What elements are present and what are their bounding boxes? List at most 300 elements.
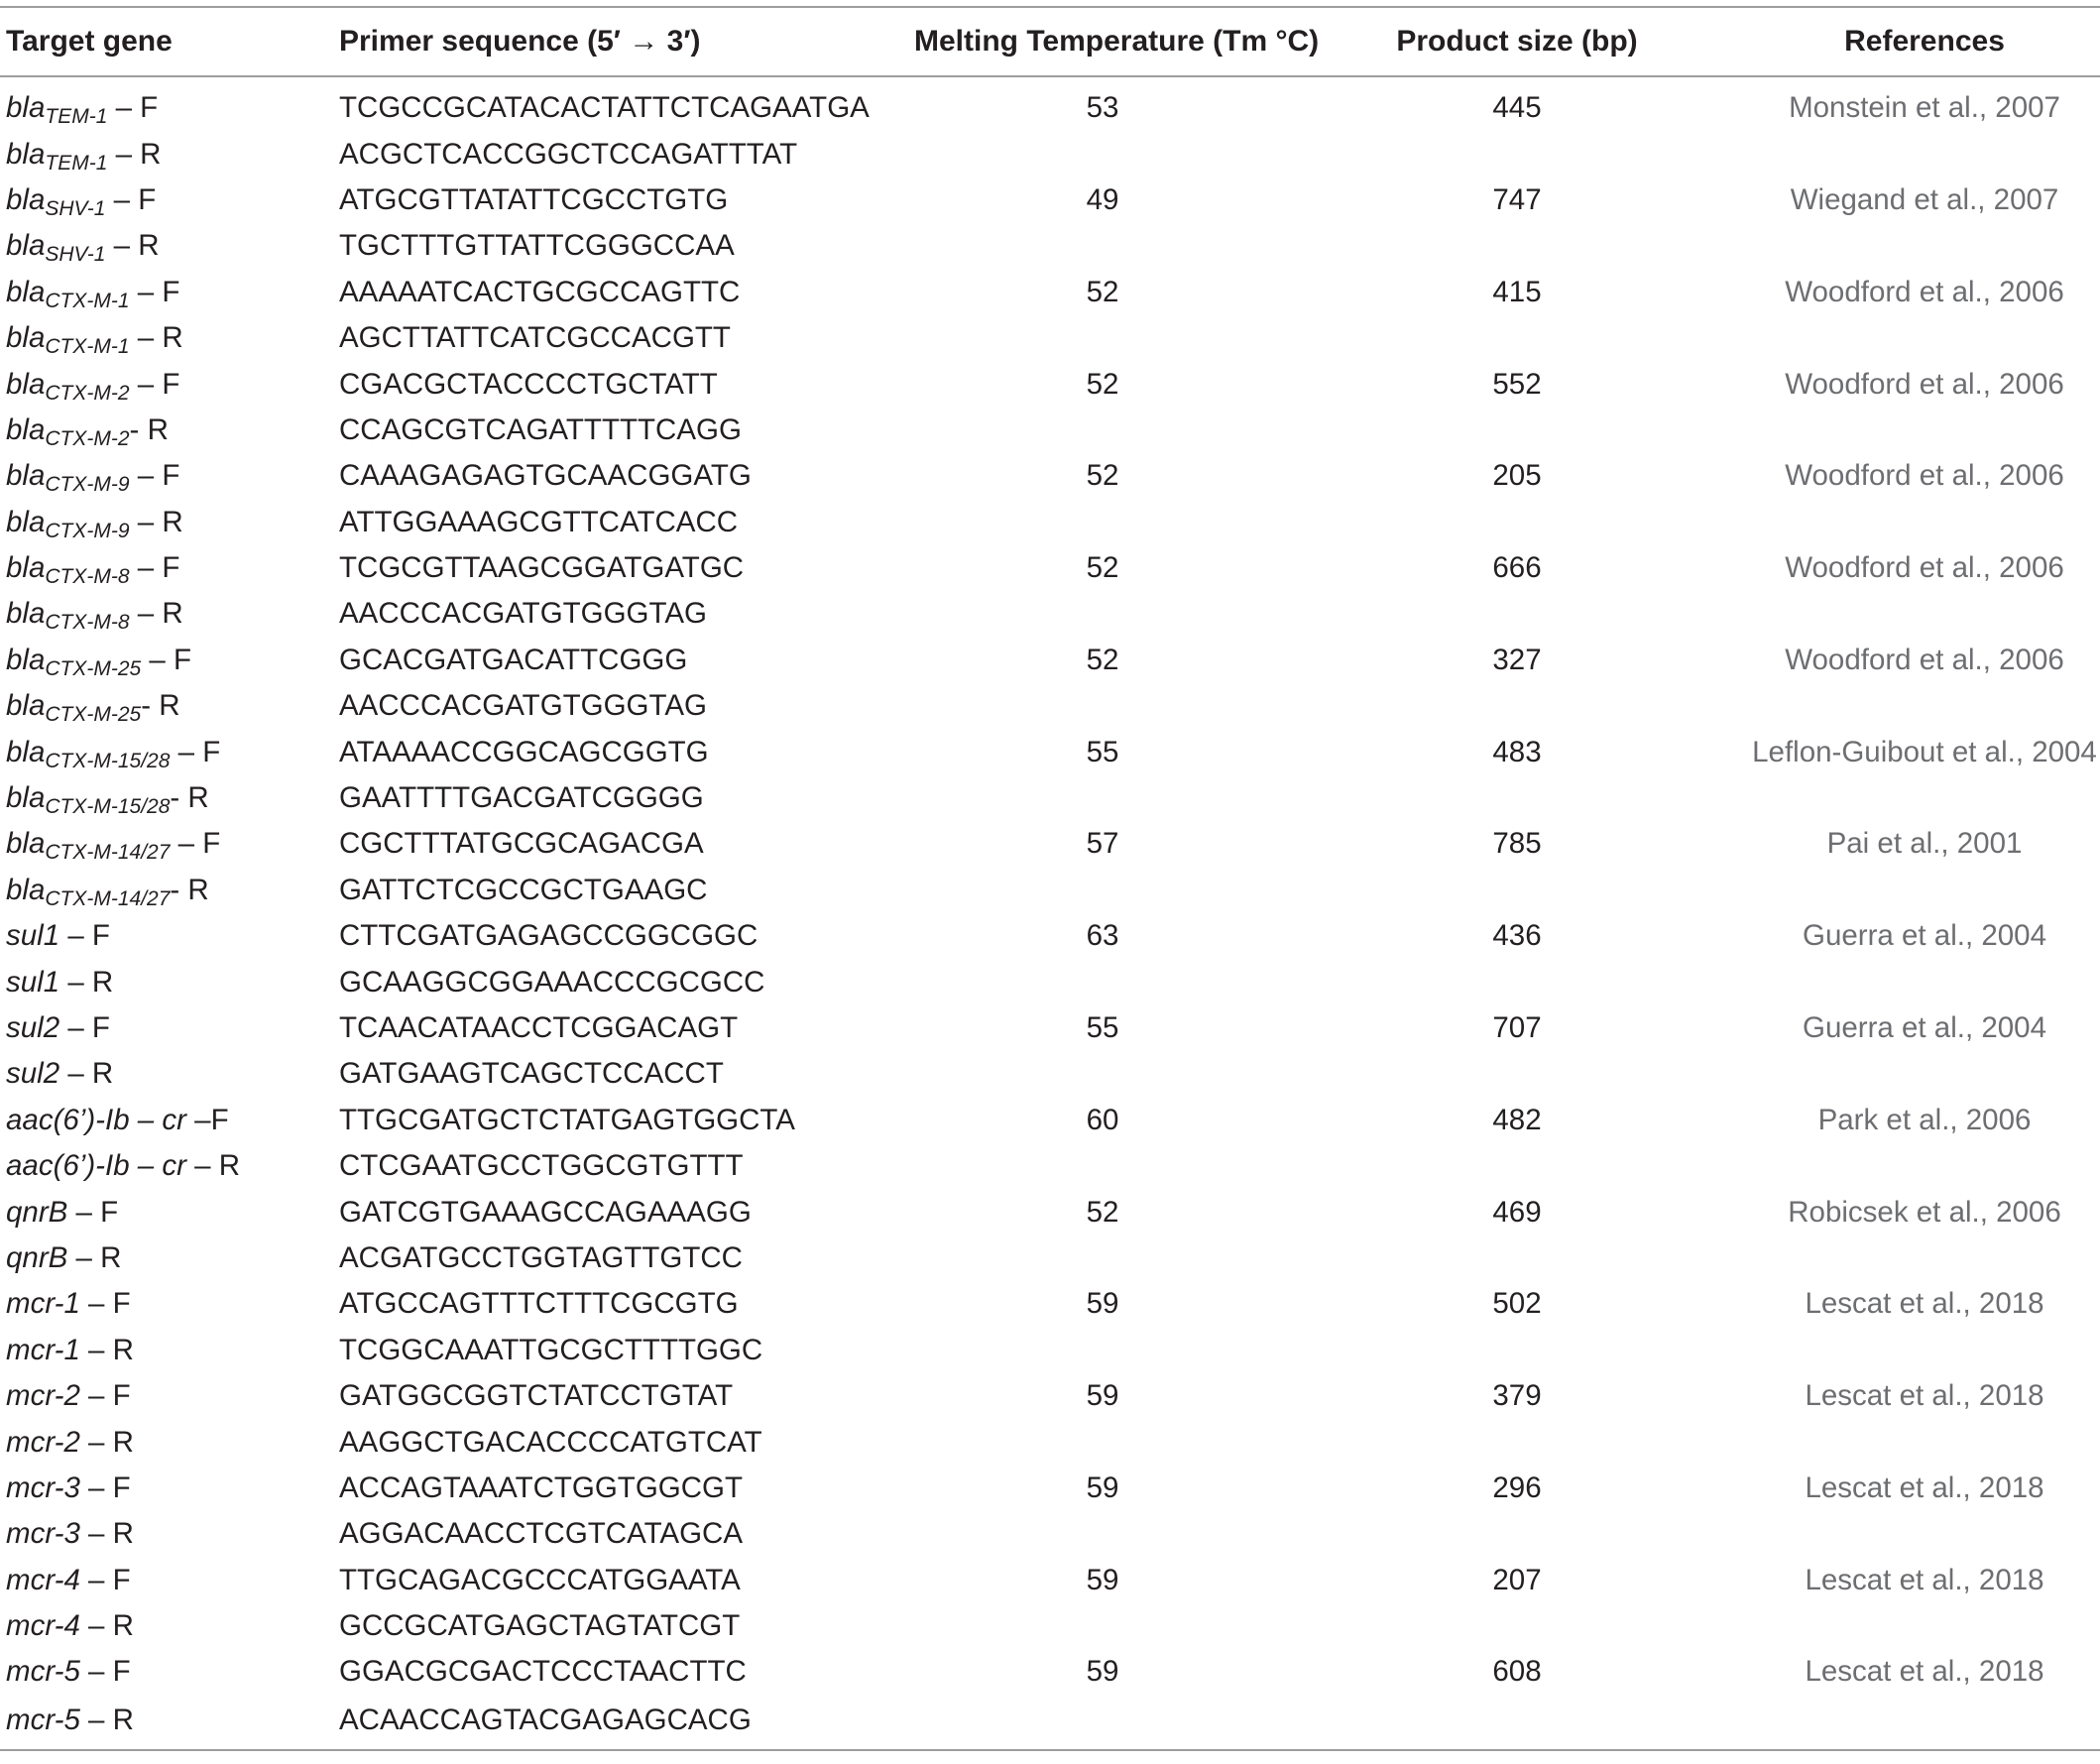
cell-target-gene xyxy=(0,177,339,223)
cell-product-size xyxy=(1291,775,1743,821)
gene-subscript: CTX-M-15/28 xyxy=(45,795,171,819)
gene-name: aac(6’)-Ib – cr xyxy=(6,1149,186,1183)
header-references: References xyxy=(1743,7,2100,76)
cell-melting-temperature xyxy=(914,500,1291,545)
gene-name: bla xyxy=(6,321,46,355)
cell-target-gene xyxy=(0,1558,339,1603)
gene-direction: - R xyxy=(141,689,180,723)
cell-melting-temperature: 55 xyxy=(1086,1011,1119,1044)
cell-reference: Leflon-Guibout et al., 2004 xyxy=(1752,735,2097,768)
gene-direction: – R xyxy=(67,1240,122,1274)
cell-target-gene xyxy=(0,545,339,591)
cell-melting-temperature: 59 xyxy=(1086,1470,1119,1504)
cell-primer-sequence: CTCGAATGCCTGGCGTGTTT xyxy=(339,1149,744,1183)
gene-subscript: CTX-M-14/27 xyxy=(45,886,171,910)
cell-primer-sequence: ATGCGTTATATTCGCCTGTG xyxy=(339,182,729,216)
table-row xyxy=(0,1005,2100,1051)
cell-target-gene xyxy=(0,270,339,315)
gene-direction: - R xyxy=(170,873,209,906)
cell-melting-temperature: 52 xyxy=(1086,551,1119,585)
cell-target-gene xyxy=(0,591,339,637)
cell-melting-temperature xyxy=(914,1051,1291,1097)
gene-direction: – R xyxy=(79,1609,134,1643)
cell-reference: Woodford et al., 2006 xyxy=(1785,459,2064,493)
gene-direction: – F xyxy=(105,182,157,216)
cell-primer-sequence: TTGCGATGCTCTATGAGTGGCTA xyxy=(339,1103,795,1136)
gene-subscript: SHV-1 xyxy=(45,243,106,267)
table-row xyxy=(0,453,2100,499)
cell-melting-temperature xyxy=(914,315,1291,361)
table-row xyxy=(0,76,2100,131)
cell-target-gene xyxy=(0,913,339,959)
gene-subscript: CTX-M-2 xyxy=(45,381,130,405)
cell-reference: Woodford et al., 2006 xyxy=(1785,367,2064,401)
cell-reference xyxy=(1743,500,2100,545)
gene-direction: – F xyxy=(79,1655,131,1689)
cell-target-gene xyxy=(0,315,339,361)
cell-reference xyxy=(1743,959,2100,1004)
gene-name: bla xyxy=(6,412,46,446)
cell-target-gene xyxy=(0,223,339,269)
cell-melting-temperature: 59 xyxy=(1086,1379,1119,1413)
cell-target-gene xyxy=(0,868,339,913)
gene-subscript: TEM-1 xyxy=(45,151,108,175)
primer-table-container xyxy=(0,6,2100,1751)
cell-primer-sequence: AAGGCTGACACCCCATGTCAT xyxy=(339,1425,762,1459)
gene-direction: –F xyxy=(185,1103,229,1136)
cell-reference: Lescat et al., 2018 xyxy=(1805,1655,2044,1689)
cell-primer-sequence: CCAGCGTCAGATTTTTCAGG xyxy=(339,412,742,446)
cell-product-size xyxy=(1291,591,1743,637)
cell-product-size xyxy=(1291,131,1743,176)
cell-product-size xyxy=(1291,868,1743,913)
gene-direction: – R xyxy=(79,1703,134,1736)
gene-name: mcr-1 xyxy=(6,1287,80,1321)
gene-direction: – F xyxy=(79,1470,131,1504)
cell-target-gene xyxy=(0,1466,339,1511)
gene-direction: – R xyxy=(79,1425,134,1459)
cell-melting-temperature: 60 xyxy=(1086,1103,1119,1136)
cell-target-gene xyxy=(0,1419,339,1465)
gene-subscript: SHV-1 xyxy=(45,196,106,220)
table-row xyxy=(0,1373,2100,1419)
gene-name: bla xyxy=(6,735,46,768)
cell-reference xyxy=(1743,315,2100,361)
cell-product-size xyxy=(1291,1419,1743,1465)
cell-primer-sequence: CGACGCTACCCCTGCTATT xyxy=(339,367,718,401)
gene-direction: – R xyxy=(79,1333,134,1366)
table-row xyxy=(0,1603,2100,1649)
cell-melting-temperature: 57 xyxy=(1086,827,1119,861)
gene-name: mcr-1 xyxy=(6,1333,80,1366)
gene-name: mcr-2 xyxy=(6,1379,80,1413)
gene-name: bla xyxy=(6,873,46,906)
gene-direction: - R xyxy=(170,781,209,815)
cell-melting-temperature xyxy=(914,1603,1291,1649)
cell-melting-temperature xyxy=(914,408,1291,453)
cell-melting-temperature: 52 xyxy=(1086,459,1119,493)
gene-subscript: CTX-M-25 xyxy=(45,656,142,680)
table-row xyxy=(0,1328,2100,1373)
table-row xyxy=(0,775,2100,821)
cell-product-size: 207 xyxy=(1492,1563,1542,1596)
gene-subscript: CTX-M-8 xyxy=(45,611,130,635)
cell-product-size xyxy=(1291,1511,1743,1557)
cell-primer-sequence: ACGCTCACCGGCTCCAGATTTAT xyxy=(339,137,798,171)
cell-melting-temperature xyxy=(914,683,1291,729)
cell-primer-sequence: TGCTTTGTTATTCGGGCCAA xyxy=(339,229,735,263)
cell-product-size xyxy=(1291,959,1743,1004)
cell-target-gene xyxy=(0,729,339,774)
cell-target-gene xyxy=(0,76,339,131)
cell-product-size: 436 xyxy=(1492,919,1542,953)
cell-target-gene xyxy=(0,131,339,176)
cell-primer-sequence: AGGACAACCTCGTCATAGCA xyxy=(339,1517,744,1551)
gene-direction: – R xyxy=(107,137,162,171)
cell-melting-temperature xyxy=(914,1419,1291,1465)
cell-product-size: 608 xyxy=(1492,1655,1542,1689)
cell-target-gene xyxy=(0,1603,339,1649)
table-row xyxy=(0,408,2100,453)
cell-primer-sequence: CAAAGAGAGTGCAACGGATG xyxy=(339,459,752,493)
cell-product-size xyxy=(1291,315,1743,361)
table-row xyxy=(0,591,2100,637)
table-row xyxy=(0,1189,2100,1235)
table-row xyxy=(0,821,2100,867)
gene-name: bla xyxy=(6,597,46,631)
gene-name: bla xyxy=(6,781,46,815)
cell-primer-sequence: TCGCCGCATACACTATTCTCAGAATGA xyxy=(339,91,870,125)
cell-reference xyxy=(1743,1235,2100,1281)
cell-melting-temperature: 55 xyxy=(1086,735,1119,768)
header-melting-temperature: Melting Temperature (Tm °C) xyxy=(914,7,1291,76)
cell-reference: Guerra et al., 2004 xyxy=(1803,919,2046,953)
cell-melting-temperature xyxy=(914,591,1291,637)
cell-primer-sequence: TCAACATAACCTCGGACAGT xyxy=(339,1011,739,1044)
cell-target-gene xyxy=(0,1005,339,1051)
cell-melting-temperature xyxy=(914,1235,1291,1281)
gene-subscript: TEM-1 xyxy=(45,105,108,129)
cell-melting-temperature xyxy=(914,1328,1291,1373)
gene-direction: – F xyxy=(79,1379,131,1413)
table-row xyxy=(0,545,2100,591)
cell-primer-sequence: TCGCGTTAAGCGGATGATGC xyxy=(339,551,745,585)
cell-target-gene xyxy=(0,683,339,729)
cell-primer-sequence: GCCGCATGAGCTAGTATCGT xyxy=(339,1609,741,1643)
cell-target-gene xyxy=(0,1098,339,1143)
cell-product-size: 327 xyxy=(1492,643,1542,676)
table-row xyxy=(0,683,2100,729)
gene-name: aac(6’)-Ib – cr xyxy=(6,1103,186,1136)
gene-direction: – R xyxy=(129,597,183,631)
gene-name: qnrB xyxy=(6,1240,68,1274)
gene-name: sul2 xyxy=(6,1057,60,1091)
gene-direction: – R xyxy=(129,505,183,538)
gene-direction: – F xyxy=(129,459,180,493)
gene-direction: – F xyxy=(129,551,180,585)
cell-target-gene xyxy=(0,1373,339,1419)
cell-reference xyxy=(1743,1328,2100,1373)
cell-product-size: 296 xyxy=(1492,1470,1542,1504)
cell-target-gene xyxy=(0,775,339,821)
gene-name: mcr-3 xyxy=(6,1470,80,1504)
gene-direction: - R xyxy=(129,412,169,446)
cell-melting-temperature: 53 xyxy=(1086,91,1119,125)
primer-table xyxy=(0,6,2100,1751)
cell-primer-sequence: GCAAGGCGGAAACCCGCGCC xyxy=(339,965,765,999)
table-row xyxy=(0,1235,2100,1281)
gene-subscript: CTX-M-15/28 xyxy=(45,749,171,772)
cell-reference xyxy=(1743,775,2100,821)
cell-reference xyxy=(1743,591,2100,637)
cell-product-size xyxy=(1291,1696,1743,1750)
gene-subscript: CTX-M-1 xyxy=(45,335,130,359)
table-row xyxy=(0,1419,2100,1465)
gene-name: bla xyxy=(6,505,46,538)
cell-product-size xyxy=(1291,1328,1743,1373)
cell-product-size xyxy=(1291,1051,1743,1097)
header-row xyxy=(0,7,2100,76)
table-row xyxy=(0,1143,2100,1189)
cell-target-gene xyxy=(0,361,339,407)
cell-product-size: 483 xyxy=(1492,735,1542,768)
header-product-size: Product size (bp) xyxy=(1291,7,1743,76)
gene-name: sul2 xyxy=(6,1011,60,1044)
cell-reference: Monstein et al., 2007 xyxy=(1789,91,2060,125)
gene-name: bla xyxy=(6,459,46,493)
gene-name: bla xyxy=(6,275,46,308)
cell-reference xyxy=(1743,223,2100,269)
cell-reference xyxy=(1743,1143,2100,1189)
table-header xyxy=(0,7,2100,76)
cell-melting-temperature xyxy=(914,775,1291,821)
cell-product-size xyxy=(1291,1235,1743,1281)
cell-primer-sequence: GATTCTCGCCGCTGAAGC xyxy=(339,873,708,906)
cell-reference xyxy=(1743,1696,2100,1750)
gene-name: sul1 xyxy=(6,919,60,953)
cell-primer-sequence: ATTGGAAAGCGTTCATCACC xyxy=(339,505,739,538)
gene-direction: – F xyxy=(59,919,110,953)
cell-product-size: 552 xyxy=(1492,367,1542,401)
cell-melting-temperature xyxy=(914,959,1291,1004)
cell-target-gene xyxy=(0,638,339,683)
table-row xyxy=(0,315,2100,361)
gene-direction: – F xyxy=(170,827,221,861)
cell-reference: Pai et al., 2001 xyxy=(1826,827,2023,861)
cell-product-size xyxy=(1291,1603,1743,1649)
cell-melting-temperature: 49 xyxy=(1086,182,1119,216)
cell-reference xyxy=(1743,683,2100,729)
cell-product-size: 415 xyxy=(1492,275,1542,308)
table-row xyxy=(0,913,2100,959)
cell-melting-temperature: 52 xyxy=(1086,275,1119,308)
gene-subscript: CTX-M-9 xyxy=(45,473,130,497)
gene-direction: – F xyxy=(129,275,180,308)
cell-target-gene xyxy=(0,1189,339,1235)
cell-product-size: 666 xyxy=(1492,551,1542,585)
cell-melting-temperature: 63 xyxy=(1086,919,1119,953)
table-row xyxy=(0,1466,2100,1511)
gene-name: sul1 xyxy=(6,965,60,999)
cell-primer-sequence: ATGCCAGTTTCTTTCGCGTG xyxy=(339,1287,739,1321)
cell-product-size xyxy=(1291,683,1743,729)
table-row xyxy=(0,131,2100,176)
gene-name: bla xyxy=(6,182,46,216)
gene-name: mcr-4 xyxy=(6,1609,80,1643)
table-row xyxy=(0,1649,2100,1695)
cell-primer-sequence: AACCCACGATGTGGGTAG xyxy=(339,597,707,631)
cell-target-gene xyxy=(0,1511,339,1557)
cell-reference: Lescat et al., 2018 xyxy=(1805,1379,2044,1413)
cell-product-size: 379 xyxy=(1492,1379,1542,1413)
cell-product-size xyxy=(1291,223,1743,269)
cell-reference xyxy=(1743,1603,2100,1649)
gene-direction: – F xyxy=(129,367,180,401)
table-body xyxy=(0,76,2100,1750)
cell-target-gene xyxy=(0,500,339,545)
cell-target-gene xyxy=(0,408,339,453)
cell-reference xyxy=(1743,868,2100,913)
cell-reference xyxy=(1743,131,2100,176)
gene-direction: – R xyxy=(59,965,114,999)
gene-direction: – R xyxy=(59,1057,114,1091)
gene-name: bla xyxy=(6,551,46,585)
gene-direction: – F xyxy=(59,1011,110,1044)
cell-product-size xyxy=(1291,500,1743,545)
cell-reference xyxy=(1743,1051,2100,1097)
cell-melting-temperature xyxy=(914,1511,1291,1557)
gene-name: qnrB xyxy=(6,1195,68,1229)
cell-reference: Guerra et al., 2004 xyxy=(1803,1011,2046,1044)
table-row xyxy=(0,1281,2100,1327)
cell-primer-sequence: TTGCAGACGCCCATGGAATA xyxy=(339,1563,741,1596)
cell-melting-temperature xyxy=(914,223,1291,269)
gene-subscript: CTX-M-9 xyxy=(45,519,130,542)
cell-primer-sequence: AGCTTATTCATCGCCACGTT xyxy=(339,321,731,355)
gene-direction: – F xyxy=(107,91,159,125)
cell-reference: Lescat et al., 2018 xyxy=(1805,1287,2044,1321)
cell-product-size xyxy=(1291,408,1743,453)
gene-name: bla xyxy=(6,91,46,125)
gene-name: mcr-5 xyxy=(6,1655,80,1689)
table-row xyxy=(0,868,2100,913)
table-row xyxy=(0,1558,2100,1603)
cell-target-gene xyxy=(0,1649,339,1695)
cell-primer-sequence: AAAAATCACTGCGCCAGTTC xyxy=(339,275,741,308)
cell-reference xyxy=(1743,1419,2100,1465)
cell-reference: Robicsek et al., 2006 xyxy=(1788,1195,2061,1229)
header-target-gene: Target gene xyxy=(0,7,339,76)
cell-melting-temperature xyxy=(914,131,1291,176)
cell-primer-sequence: GCACGATGACATTCGGG xyxy=(339,643,688,676)
cell-primer-sequence: ACCAGTAAATCTGGTGGCGT xyxy=(339,1470,743,1504)
cell-primer-sequence: CTTCGATGAGAGCCGGCGGC xyxy=(339,919,758,953)
gene-subscript: CTX-M-2 xyxy=(45,426,130,450)
cell-primer-sequence: ACAACCAGTACGAGAGCACG xyxy=(339,1696,914,1750)
cell-product-size: 205 xyxy=(1492,459,1542,493)
gene-subscript: CTX-M-8 xyxy=(45,565,130,589)
cell-melting-temperature: 52 xyxy=(1086,643,1119,676)
cell-melting-temperature xyxy=(914,1143,1291,1189)
gene-name: bla xyxy=(6,229,46,263)
gene-name: bla xyxy=(6,367,46,401)
gene-direction: – F xyxy=(79,1287,131,1321)
gene-direction: – R xyxy=(79,1517,134,1551)
cell-melting-temperature: 52 xyxy=(1086,1195,1119,1229)
cell-product-size xyxy=(1291,1143,1743,1189)
cell-primer-sequence: GAATTTTGACGATCGGGG xyxy=(339,781,704,815)
cell-melting-temperature: 59 xyxy=(1086,1563,1119,1596)
gene-name: bla xyxy=(6,643,46,676)
cell-target-gene xyxy=(0,1328,339,1373)
cell-reference: Lescat et al., 2018 xyxy=(1805,1563,2044,1596)
gene-direction: – F xyxy=(67,1195,119,1229)
cell-melting-temperature xyxy=(914,868,1291,913)
table-row xyxy=(0,638,2100,683)
cell-reference: Woodford et al., 2006 xyxy=(1785,275,2064,308)
cell-melting-temperature: 59 xyxy=(1086,1287,1119,1321)
table-row xyxy=(0,1511,2100,1557)
cell-product-size: 502 xyxy=(1492,1287,1542,1321)
cell-reference xyxy=(1743,1511,2100,1557)
cell-target-gene xyxy=(0,1051,339,1097)
table-row xyxy=(0,270,2100,315)
gene-subscript: CTX-M-14/27 xyxy=(45,841,171,865)
cell-reference: Park et al., 2006 xyxy=(1817,1103,2032,1136)
gene-name: mcr-5 xyxy=(6,1703,80,1736)
cell-product-size: 445 xyxy=(1492,91,1542,125)
table-row xyxy=(0,500,2100,545)
cell-product-size: 747 xyxy=(1492,182,1542,216)
cell-primer-sequence: CGCTTTATGCGCAGACGA xyxy=(339,827,704,861)
cell-target-gene xyxy=(0,1235,339,1281)
table-row xyxy=(0,959,2100,1004)
table-row xyxy=(0,361,2100,407)
cell-melting-temperature: 59 xyxy=(1086,1655,1119,1689)
cell-target-gene xyxy=(0,453,339,499)
gene-direction: – F xyxy=(141,643,192,676)
cell-target-gene xyxy=(0,959,339,1004)
gene-direction: – F xyxy=(170,735,221,768)
gene-name: bla xyxy=(6,137,46,171)
cell-primer-sequence: GGACGCGACTCCCTAACTTC xyxy=(339,1655,747,1689)
table-row xyxy=(0,177,2100,223)
cell-target-gene xyxy=(0,1281,339,1327)
gene-name: mcr-3 xyxy=(6,1517,80,1551)
cell-target-gene xyxy=(0,1696,339,1750)
cell-product-size: 482 xyxy=(1492,1103,1542,1136)
cell-primer-sequence: ACGATGCCTGGTAGTTGTCC xyxy=(339,1240,743,1274)
gene-subscript: CTX-M-1 xyxy=(45,289,130,312)
cell-reference: Woodford et al., 2006 xyxy=(1785,643,2064,676)
cell-primer-sequence: TCGGCAAATTGCGCTTTTGGC xyxy=(339,1333,763,1366)
cell-melting-temperature xyxy=(914,1696,1291,1750)
cell-reference: Wiegand et al., 2007 xyxy=(1790,182,2059,216)
cell-reference: Woodford et al., 2006 xyxy=(1785,551,2064,585)
gene-direction: – F xyxy=(79,1563,131,1596)
cell-product-size: 785 xyxy=(1492,827,1542,861)
table-row xyxy=(0,223,2100,269)
gene-name: mcr-4 xyxy=(6,1563,80,1596)
cell-reference xyxy=(1743,408,2100,453)
gene-name: bla xyxy=(6,827,46,861)
gene-direction: – R xyxy=(105,229,160,263)
gene-direction: – R xyxy=(129,321,183,355)
header-primer-sequence: Primer sequence (5′ → 3′) xyxy=(339,7,914,76)
cell-reference: Lescat et al., 2018 xyxy=(1805,1470,2044,1504)
table-row xyxy=(0,1696,2100,1750)
table-row xyxy=(0,1051,2100,1097)
